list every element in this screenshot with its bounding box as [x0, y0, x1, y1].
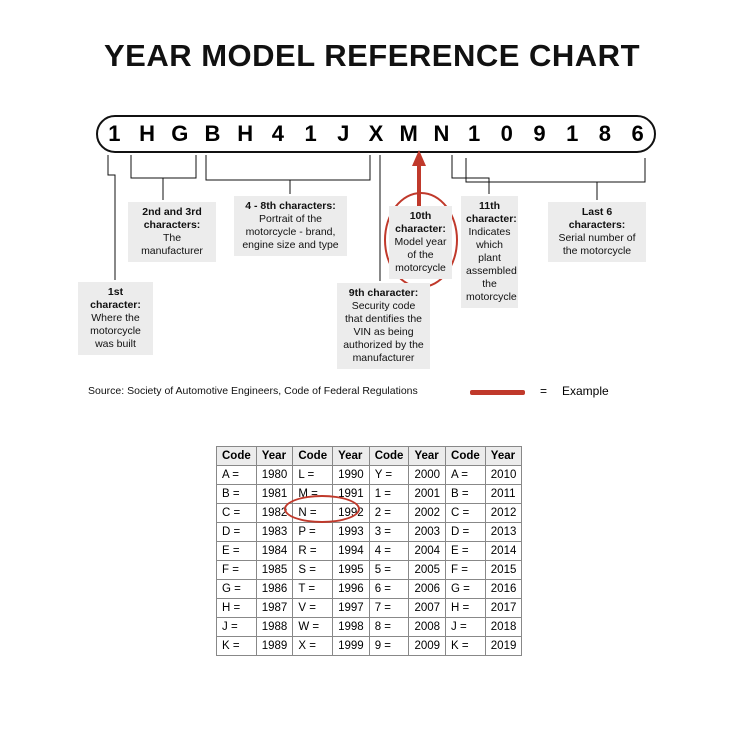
code-cell: H =: [446, 599, 486, 618]
code-cell: 2 =: [369, 504, 409, 523]
vin-character: N: [433, 121, 450, 146]
code-cell: D =: [446, 523, 486, 542]
callout-1st-character: [78, 282, 153, 355]
code-cell: 1 =: [369, 485, 409, 504]
code-cell: W =: [293, 618, 333, 637]
vin-character: 1: [108, 121, 121, 146]
code-cell: A =: [446, 466, 486, 485]
column-header: Year: [333, 447, 370, 466]
year-cell: 2012: [485, 504, 522, 523]
code-cell: X =: [293, 637, 333, 656]
vin-character: 6: [631, 121, 644, 146]
year-cell: 2018: [485, 618, 522, 637]
year-cell: 1987: [256, 599, 293, 618]
code-cell: K =: [446, 637, 486, 656]
year-cell: 2003: [409, 523, 446, 542]
vin-character: J: [337, 121, 350, 146]
year-cell: 1988: [256, 618, 293, 637]
year-cell: 1991: [333, 485, 370, 504]
code-cell: E =: [446, 542, 486, 561]
year-cell: 2001: [409, 485, 446, 504]
vin-character: B: [204, 121, 221, 146]
table-row: [217, 504, 522, 523]
vin-character: 8: [598, 121, 612, 146]
code-cell: 9 =: [369, 637, 409, 656]
vin-character: H: [139, 121, 155, 146]
code-cell: F =: [446, 561, 486, 580]
year-cell: 1990: [333, 466, 370, 485]
code-cell: 7 =: [369, 599, 409, 618]
callout-2nd-3rd-characters: [128, 202, 216, 262]
code-cell: 5 =: [369, 561, 409, 580]
column-header: Year: [256, 447, 293, 466]
callout-last-6-characters: [548, 202, 646, 262]
code-cell: K =: [217, 637, 257, 656]
callout-body: Indicates which plant assembled the motorcycle: [466, 226, 517, 303]
legend-example-label: Example: [562, 384, 609, 398]
code-cell: J =: [217, 618, 257, 637]
year-cell: 1993: [333, 523, 370, 542]
code-cell: T =: [293, 580, 333, 599]
year-cell: 2005: [409, 561, 446, 580]
code-cell: G =: [217, 580, 257, 599]
year-cell: 1994: [333, 542, 370, 561]
legend-example-swatch: [470, 390, 525, 395]
callout-heading: 11th character:: [466, 200, 517, 225]
column-header: Year: [409, 447, 446, 466]
callout-10th-character: [389, 206, 452, 279]
year-cell: 1996: [333, 580, 370, 599]
code-cell: L =: [293, 466, 333, 485]
vin-character: 1: [566, 121, 579, 146]
code-cell: E =: [217, 542, 257, 561]
code-cell: R =: [293, 542, 333, 561]
code-cell: M =: [293, 485, 333, 504]
year-cell: 1989: [256, 637, 293, 656]
year-cell: 1981: [256, 485, 293, 504]
table-row: [217, 466, 522, 485]
callout-4th-8th-characters: [234, 196, 347, 256]
column-header: Code: [293, 447, 333, 466]
callout-heading: 2nd and 3rd characters:: [142, 206, 202, 231]
callout-body: Security code that dentifies the VIN as being authorized by the manufacturer: [343, 300, 424, 364]
year-cell: 2016: [485, 580, 522, 599]
code-cell: G =: [446, 580, 486, 599]
callout-body: Portrait of the motorcycle - brand, engine size and type: [242, 213, 339, 251]
year-cell: 2007: [409, 599, 446, 618]
year-cell: 2017: [485, 599, 522, 618]
table-row: [217, 561, 522, 580]
year-cell: 1999: [333, 637, 370, 656]
legend-equals-sign: =: [540, 384, 548, 398]
callout-heading: 10th character:: [395, 210, 446, 235]
vin-character: 9: [533, 121, 546, 146]
code-cell: 8 =: [369, 618, 409, 637]
year-cell: 1980: [256, 466, 293, 485]
year-cell: 1992: [333, 504, 370, 523]
callout-heading: 1st character:: [90, 286, 141, 311]
vin-character: 1: [467, 121, 481, 146]
callout-heading: Last 6 characters:: [568, 206, 626, 231]
callout-body: Serial number of the motorcycle: [558, 232, 636, 257]
table-row: [217, 637, 522, 656]
code-cell: F =: [217, 561, 257, 580]
vin-character: 1: [304, 121, 317, 146]
callout-body: Where the motorcycle was built: [90, 312, 141, 350]
year-code-table: [216, 446, 522, 656]
column-header: Code: [369, 447, 409, 466]
table-row: [217, 618, 522, 637]
code-cell: S =: [293, 561, 333, 580]
year-cell: 1997: [333, 599, 370, 618]
vin-character: H: [237, 121, 254, 146]
year-cell: 1986: [256, 580, 293, 599]
callout-heading: 4 - 8th characters:: [245, 200, 336, 212]
year-cell: 2011: [485, 485, 522, 504]
callout-body: The manufacturer: [141, 232, 203, 257]
vin-character: X: [368, 121, 384, 146]
year-cell: 1983: [256, 523, 293, 542]
code-cell: P =: [293, 523, 333, 542]
column-header: Code: [446, 447, 486, 466]
code-cell: A =: [217, 466, 257, 485]
vin-bar: [96, 115, 656, 153]
year-code-table-wrapper: [216, 446, 522, 656]
callout-9th-character: [337, 283, 430, 369]
code-cell: H =: [217, 599, 257, 618]
code-cell: 6 =: [369, 580, 409, 599]
callout-11th-character: [461, 196, 518, 308]
year-cell: 2002: [409, 504, 446, 523]
code-cell: C =: [217, 504, 257, 523]
table-row: [217, 580, 522, 599]
year-cell: 2000: [409, 466, 446, 485]
table-row: [217, 523, 522, 542]
column-header: Code: [217, 447, 257, 466]
year-cell: 2015: [485, 561, 522, 580]
year-cell: 1995: [333, 561, 370, 580]
code-cell: J =: [446, 618, 486, 637]
code-cell: N =: [293, 504, 333, 523]
vin-character: M: [399, 121, 418, 146]
vin-character: G: [171, 121, 189, 146]
page-title: YEAR MODEL REFERENCE CHART: [103, 38, 641, 73]
vin-character: 0: [500, 121, 513, 146]
column-header: Year: [485, 447, 522, 466]
source-text: Source: Society of Automotive Engineers, Code of Federal Regulations: [88, 385, 418, 397]
code-cell: 3 =: [369, 523, 409, 542]
year-cell: 1998: [333, 618, 370, 637]
year-cell: 2006: [409, 580, 446, 599]
year-cell: 2008: [409, 618, 446, 637]
code-cell: Y =: [369, 466, 409, 485]
code-cell: V =: [293, 599, 333, 618]
year-cell: 2014: [485, 542, 522, 561]
year-cell: 2019: [485, 637, 522, 656]
year-cell: 2010: [485, 466, 522, 485]
year-cell: 2009: [409, 637, 446, 656]
vin-character: 4: [271, 121, 284, 146]
year-cell: 2004: [409, 542, 446, 561]
callout-body: Model year of the motorcycle: [394, 236, 447, 274]
year-cell: 1985: [256, 561, 293, 580]
year-cell: 1984: [256, 542, 293, 561]
table-header-row: [217, 447, 522, 466]
code-cell: D =: [217, 523, 257, 542]
year-cell: 2013: [485, 523, 522, 542]
code-cell: C =: [446, 504, 486, 523]
table-row: [217, 485, 522, 504]
table-row: [217, 599, 522, 618]
code-cell: B =: [217, 485, 257, 504]
table-row: [217, 542, 522, 561]
callout-heading: 9th character:: [348, 287, 419, 299]
code-cell: 4 =: [369, 542, 409, 561]
code-cell: B =: [446, 485, 486, 504]
year-cell: 1982: [256, 504, 293, 523]
